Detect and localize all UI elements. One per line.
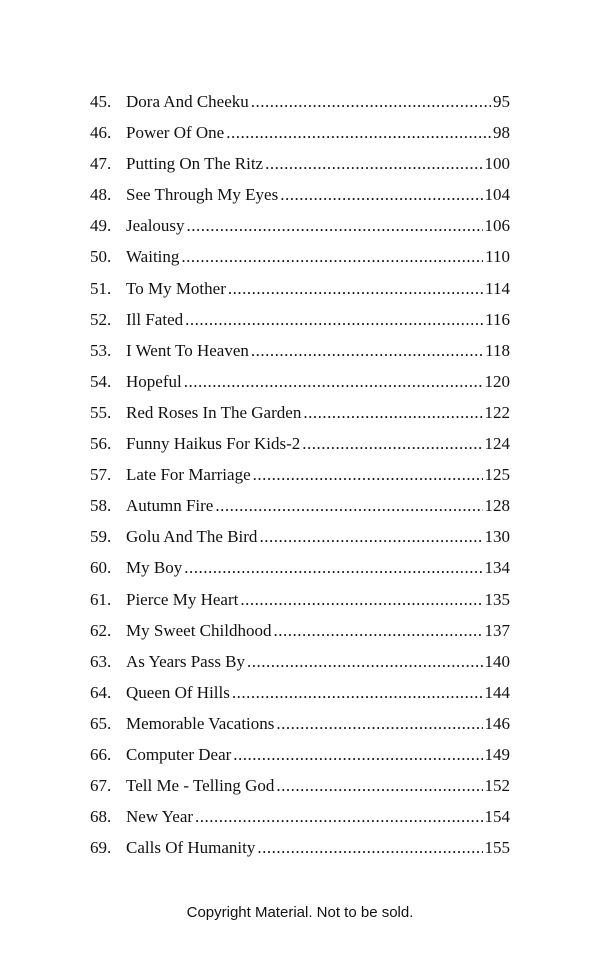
toc-entry	[90, 210, 510, 241]
toc-dot-leader	[276, 770, 482, 801]
toc-entry-number: 45.	[90, 92, 112, 111]
toc-dot-leader	[232, 677, 483, 708]
toc-entry-number: 58.	[90, 496, 112, 516]
toc-entry-page: 137	[484, 620, 510, 640]
toc-entry-number: 46.	[90, 123, 112, 143]
toc-entry-page: 118	[485, 340, 510, 360]
toc-entry-number: 59.	[90, 527, 112, 547]
toc-entry	[90, 677, 510, 708]
toc-entry-page: 95	[493, 92, 510, 111]
toc-entry	[90, 459, 510, 490]
toc-entry-title: Waiting	[126, 247, 180, 267]
toc-dot-leader	[228, 273, 483, 304]
toc-dot-leader	[215, 490, 482, 521]
toc-entry-number: 51.	[90, 278, 112, 298]
toc-entry-number: 50.	[90, 247, 112, 267]
toc-dot-leader	[280, 179, 482, 210]
toc-entry-title: See Through My Eyes	[126, 185, 279, 205]
toc-entry	[90, 832, 510, 863]
toc-entry	[90, 584, 510, 615]
toc-entry	[90, 179, 510, 210]
toc-entry-number: 57.	[90, 465, 112, 485]
toc-entry-page: 128	[484, 496, 510, 516]
toc-entry-number: 60.	[90, 558, 112, 578]
toc-entry	[90, 241, 510, 272]
toc-entry-title: Hopeful	[126, 371, 182, 391]
toc-entry	[90, 739, 510, 770]
toc-entry	[90, 117, 510, 148]
toc-entry-page: 106	[484, 216, 510, 236]
toc-entry-page: 134	[484, 558, 510, 578]
toc-entry-page: 152	[484, 776, 510, 796]
toc-entry-number: 52.	[90, 309, 112, 329]
toc-dot-leader	[226, 117, 491, 148]
copyright-footer: Copyright Material. Not to be sold.	[186, 904, 414, 921]
toc-dot-leader	[265, 148, 482, 179]
toc-entry-title: To My Mother	[126, 278, 226, 298]
toc-entry-page: 144	[484, 682, 510, 702]
toc-entry-title: Power Of One	[126, 123, 225, 143]
toc-entry-page: 100	[484, 154, 510, 174]
toc-entry-number: 65.	[90, 713, 112, 733]
toc-dot-leader	[276, 708, 482, 739]
toc-dot-leader	[251, 335, 483, 366]
toc-entry-number: 61.	[90, 589, 112, 609]
toc-entry-title: Tell Me - Telling God	[126, 776, 275, 796]
toc-entry-number: 69.	[90, 838, 112, 858]
toc-dot-leader	[181, 241, 483, 272]
toc-entry	[90, 646, 510, 677]
toc-entry-title: Golu And The Bird	[126, 527, 258, 547]
toc-entry-page: 140	[484, 651, 510, 671]
toc-dot-leader	[187, 210, 483, 241]
toc-entry-title: Calls Of Humanity	[126, 838, 256, 858]
toc-dot-leader	[259, 521, 482, 552]
toc-entry	[90, 552, 510, 583]
toc-dot-leader	[273, 615, 482, 646]
toc-entry-page: 155	[484, 838, 510, 858]
toc-entry-title: Pierce My Heart	[126, 589, 239, 609]
toc-entry	[90, 304, 510, 335]
toc-entry-page: 122	[484, 402, 510, 422]
toc-entry-page: 130	[484, 527, 510, 547]
toc-entry-number: 64.	[90, 682, 112, 702]
toc-entry-title: Computer Dear	[126, 744, 232, 764]
toc-dot-leader	[257, 832, 482, 863]
toc-entry	[90, 801, 510, 832]
toc-entry-page: 125	[484, 465, 510, 485]
toc-entry-number: 49.	[90, 216, 112, 236]
toc-entry	[90, 397, 510, 428]
toc-dot-leader	[303, 397, 482, 428]
toc-entry	[90, 86, 510, 117]
toc-entry-number: 56.	[90, 434, 112, 454]
toc-entry-title: Ill Fated	[126, 309, 184, 329]
toc-entry-title: New Year	[126, 807, 194, 827]
toc-entry	[90, 366, 510, 397]
toc-entry-title: Late For Marriage	[126, 465, 251, 485]
toc-entry	[90, 770, 510, 801]
toc-entry-page: 154	[484, 807, 510, 827]
toc-entry-number: 62.	[90, 620, 112, 640]
toc-entry-title: Red Roses In The Garden	[126, 402, 302, 422]
toc-entry-title: Jealousy	[126, 216, 185, 236]
toc-dot-leader	[240, 584, 482, 615]
toc-entry-page: 149	[484, 744, 510, 764]
toc-entry-title: My Sweet Childhood	[126, 620, 272, 640]
toc-entry-title: Putting On The Ritz	[126, 154, 264, 174]
toc-entry-title: Funny Haikus For Kids-2	[126, 434, 301, 454]
toc-entry-number: 48.	[90, 185, 112, 205]
toc-entry-number: 63.	[90, 651, 112, 671]
toc-entry-number: 54.	[90, 371, 112, 391]
toc-entry-page: 124	[484, 434, 510, 454]
toc-entry-title: Dora And Cheeku	[126, 92, 249, 111]
toc-entry-title: I Went To Heaven	[126, 340, 249, 360]
toc-entry	[90, 335, 510, 366]
toc-entry-page: 135	[484, 589, 510, 609]
toc-dot-leader	[185, 304, 483, 335]
toc-entry	[90, 273, 510, 304]
toc-entry-page: 146	[484, 713, 510, 733]
table-of-contents	[90, 86, 510, 863]
toc-entry-number: 47.	[90, 154, 112, 174]
toc-entry	[90, 490, 510, 521]
toc-dot-leader	[302, 428, 482, 459]
toc-entry-number: 55.	[90, 402, 112, 422]
toc-dot-leader	[247, 646, 482, 677]
toc-entry-page: 104	[484, 185, 510, 205]
toc-entry	[90, 708, 510, 739]
toc-entry-page: 98	[493, 123, 510, 143]
toc-entry-page: 114	[485, 278, 510, 298]
toc-entry-title: As Years Pass By	[126, 651, 246, 671]
toc-entry-title: My Boy	[126, 558, 183, 578]
toc-entry-page: 110	[485, 247, 510, 267]
toc-entry-number: 67.	[90, 776, 112, 796]
toc-dot-leader	[253, 459, 483, 490]
toc-dot-leader	[184, 552, 482, 583]
toc-dot-leader	[251, 86, 491, 117]
toc-entry-number: 68.	[90, 807, 112, 827]
toc-entry-page: 120	[484, 371, 510, 391]
toc-dot-leader	[195, 801, 482, 832]
toc-entry-title: Autumn Fire	[126, 496, 214, 516]
toc-dot-leader	[184, 366, 483, 397]
toc-entry	[90, 615, 510, 646]
toc-entry-title: Queen Of Hills	[126, 682, 230, 702]
toc-dot-leader	[233, 739, 482, 770]
toc-entry-number: 53.	[90, 340, 112, 360]
toc-entry-title: Memorable Vacations	[126, 713, 275, 733]
toc-entry-number: 66.	[90, 744, 112, 764]
toc-entry	[90, 521, 510, 552]
toc-entry	[90, 428, 510, 459]
toc-entry-page: 116	[485, 309, 510, 329]
toc-entry	[90, 148, 510, 179]
